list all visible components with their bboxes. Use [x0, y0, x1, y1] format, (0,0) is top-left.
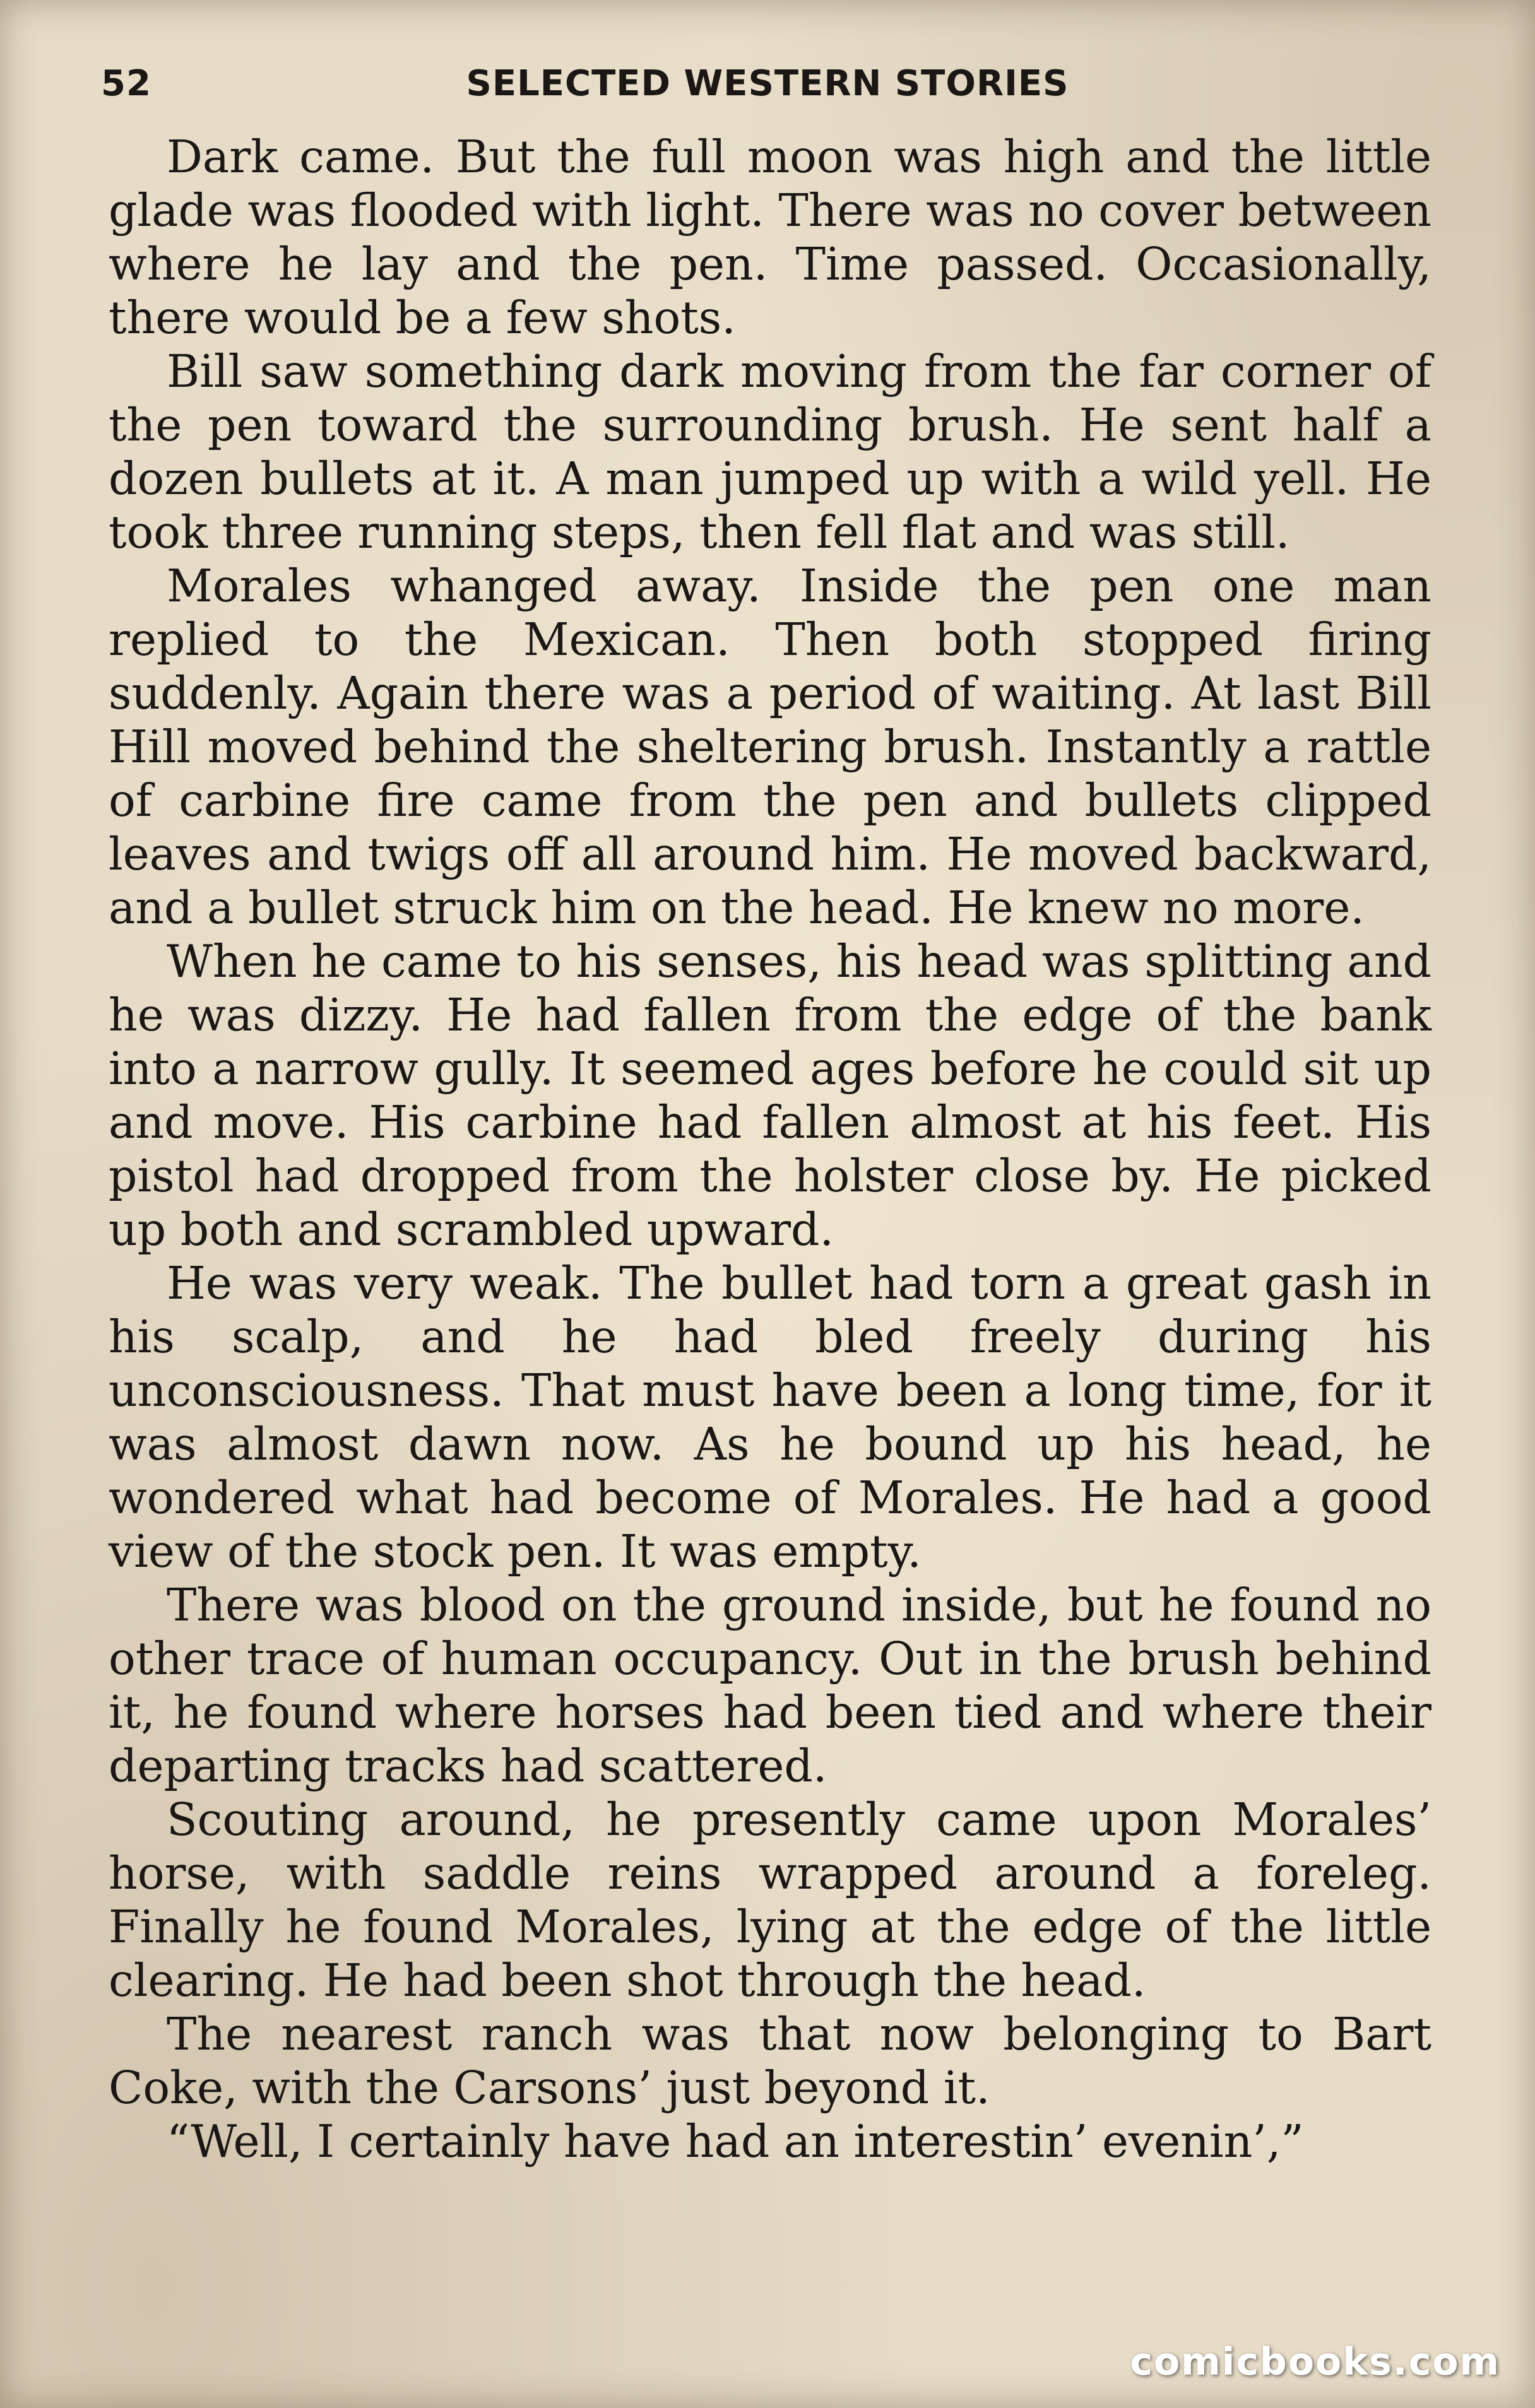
body-text	[109, 130, 1431, 2168]
paragraph: When he came to his senses, his head was splitting and he was dizzy. He had fallen from the edge of the bank into a narrow gully. It seemed ages before he could sit up and move. His carbine had fallen almost at his feet. His pistol had dropped from the holster close by. He picked up both and scrambled upward.	[109, 935, 1431, 1256]
paragraph: Morales whanged away. Inside the pen one man replied to the Mexican. Then both stopped firing suddenly. Again there was a period of waiting. At last Bill Hill moved behind the sheltering brush. Instantly a rattle of carbine fire came from the pen and bullets clipped leaves and twigs off all around him. He moved backward, and a bullet struck him on the head. He knew no more.	[109, 560, 1431, 934]
paragraph: Bill saw something dark moving from the far corner of the pen toward the surrounding brush. He sent half a dozen bullets at it. A man jumped up with a wild yell. He took three running steps, then fell flat and was still.	[109, 345, 1431, 558]
paragraph: “Well, I certainly have had an interestin’ evenin’,”	[167, 2115, 1304, 2168]
watermark: comicbooks.com	[1130, 2340, 1500, 2384]
paragraph: There was blood on the ground inside, but he found no other trace of human occupancy. Out in the brush behind it, he found where horses had been tied and where their departing tracks had scattered.	[109, 1579, 1431, 1792]
paragraph: He was very weak. The bullet had torn a great gash in his scalp, and he had bled freely during his unconsciousness. That must have been a long time, for it was almost dawn now. As he bound up his head, he wondered what had become of Morales. He had a good view of the stock pen. It was empty.	[109, 1257, 1431, 1578]
paragraph: Dark came. But the full moon was high and the little glade was flooded with light. There was no cover between where he lay and the pen. Time passed. Occasionally, there would be a few shots.	[109, 131, 1431, 344]
paragraph: The nearest ranch was that now belonging to Bart Coke, with the Carsons’ just beyond it.	[109, 2008, 1431, 2114]
page-number: 52	[101, 63, 151, 104]
running-head	[101, 56, 1434, 112]
paragraph: Scouting around, he presently came upon Morales’ horse, with saddle reins wrapped around a foreleg. Finally he found Morales, lying at the edge of the little clearing. He had been shot through the head.	[109, 1793, 1431, 2007]
book-title: SELECTED WESTERN STORIES	[466, 63, 1069, 104]
